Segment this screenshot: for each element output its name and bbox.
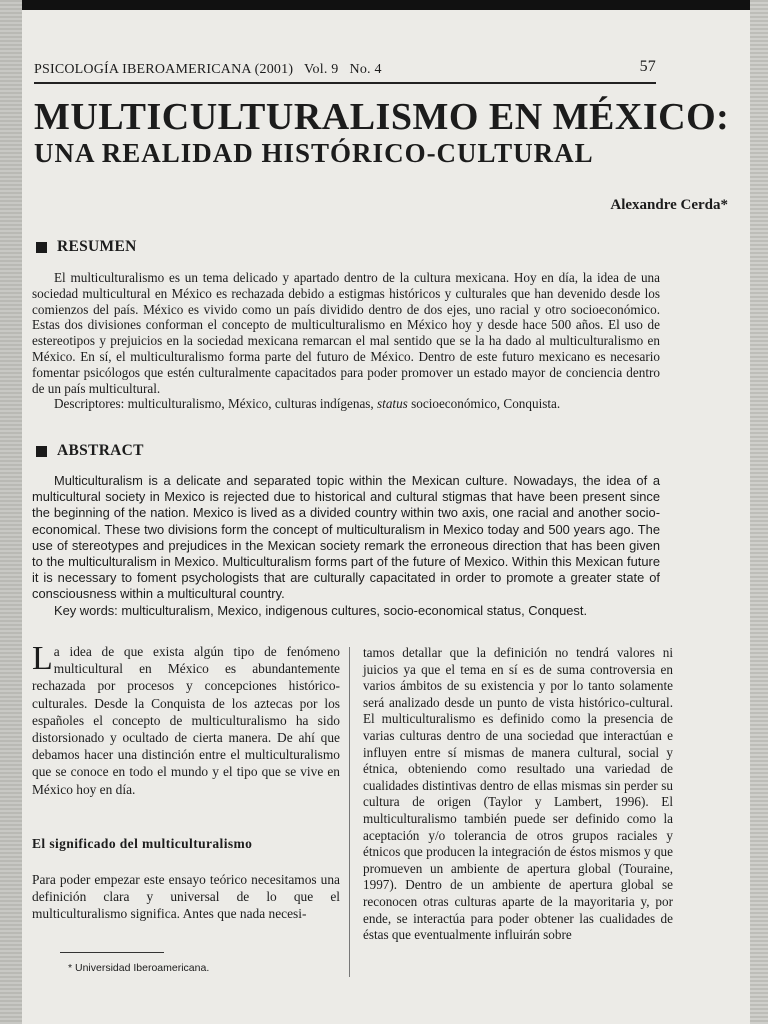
right-column-text: tamos detallar que la definición no tendrá valores ni juicios ya que el tema en sí es de suma controversia en varios ámbitos de su existencia y por lo tanto solamente será analizado desde un punto de vista histórico-cultural. El multiculturalismo es definido como la presencia de varias culturas dentro de una sociedad que interactúan e influyen entre sí mismas de manera cultural, social y étnica, obteniendo como resultado una variedad de cualidades distintivas dentro de ellas mismas sin perder su cultura de origen (Taylor y Lambert, 1996). El multiculturalismo también puede ser definido como la aceptación y/o tolerancia de otros grupos raciales y étnicos que producen la integración de éstos mismos y que promueven un ambiente de apertura global (Touraine, 1997). Dentro de un ambiente de apertura global se reconocen otras culturas aparte de la mayoritaria y, por ende, se interactúa para poder obtener las cualidades de éstas que eventualmente influirán sobre (363, 645, 673, 943)
header-rule (34, 82, 656, 84)
intro-paragraph (32, 640, 340, 798)
title-line-2: UNA REALIDAD HISTÓRICO-CULTURAL (34, 138, 594, 168)
intro-text: a idea de que exista algún tipo de fenómeno multicultural en México es abundantemente rechazada por procesos y concepciones histórico-culturales. Desde la Conquista de los aztecas por los españoles el concepto de multiculturalismo ha sido distorsionado y ocultado de cierta manera. De ahí que debamos hacer una distinción entre el multiculturalismo que se conoce en todo el mundo y el tipo que se vive en México hoy en día. (32, 644, 340, 797)
section-subheading: El significado del multiculturalismo (32, 836, 253, 851)
descriptores-text: Descriptores: multiculturalismo, México, culturas indígenas, (54, 396, 378, 412)
abstract-body (32, 473, 660, 619)
drop-cap: L (32, 640, 53, 677)
scan-border-top (0, 0, 768, 10)
resumen-paragraph: El multiculturalismo es un tema delicado y apartado dentro de la cultura mexicana. Hoy en día, la idea de una sociedad multicultural en México es rechazada debido a estigmas históricos y culturales que han devenido desde los comienzos del país. México es vivido como un país dividido dentro de dos ejes, uno racial y otro socioeconómico. Estas dos divisiones conforman el concepto de multiculturalismo en México hoy y desde hace 500 años. El uso de estereotipos y prejuicios en la sociedad mexicana remarcan el mal sentido que se la ha dado al multiculturalismo en México. En sí, el multiculturalismo forma parte del futuro de México. Dentro de este futuro mexicano es necesario fomentar psicólogos que estén culturalmente capacitados para poder promover un estado mayor de conciencia dentro de un país multicultural. (32, 270, 660, 396)
scan-border-right (750, 0, 768, 1024)
descriptores-text-end: socioeconómico, Conquista. (407, 396, 561, 412)
bullet-square-icon (36, 242, 47, 253)
descriptores (32, 396, 660, 412)
author-name: Alexandre Cerda* (610, 197, 728, 213)
bullet-square-icon (36, 446, 47, 457)
resumen-heading-label: RESUMEN (57, 238, 137, 255)
column-divider (349, 647, 350, 977)
running-header (34, 58, 656, 78)
abstract-paragraph: Multiculturalism is a delicate and separated topic within the Mexican culture. Nowadays, the idea of a multicultural society in Mexico is rejected due to historical and cultural stigmas that have been present since the beginning of the nation. Mexico is lived as a divided country within two axis, one racial and another socio-economical. These two divisions form the concept of multiculturalism in Mexico today and 500 years ago. The use of stereotypes and prejudices in the Mexican society remark the erroneous direction that has been given to the multiculturalism in Mexico. Multiculturalism forms part of the future of Mexico. Within this Mexican future it is necessary to foment psychologists that are culturally capacitated in order to promote a greater state of consciousness within a multicultural country. (32, 473, 660, 602)
page-number: 57 (639, 58, 656, 75)
keywords: Key words: multiculturalism, Mexico, indigenous cultures, socio-economical status, Conquest. (54, 602, 588, 618)
footnote: * Universidad Iberoamericana. (68, 962, 210, 974)
abstract-heading (36, 442, 144, 460)
journal-citation: PSICOLOGÍA IBEROAMERICANA (2001) Vol. 9 No. 4 (34, 62, 382, 77)
title-line-1: MULTICULTURALISMO EN MÉXICO: (34, 96, 730, 138)
descriptores-italic: status (377, 396, 408, 412)
resumen-heading (36, 238, 137, 256)
definition-paragraph: Para poder empezar este ensayo teórico necesitamos una definición clara y universal de lo que el multiculturalismo significa. Antes que nada necesi- (32, 872, 340, 922)
abstract-heading-label: ABSTRACT (57, 442, 144, 459)
resumen-body (32, 270, 660, 412)
footnote-rule (60, 952, 164, 953)
scan-border-left (0, 0, 22, 1024)
